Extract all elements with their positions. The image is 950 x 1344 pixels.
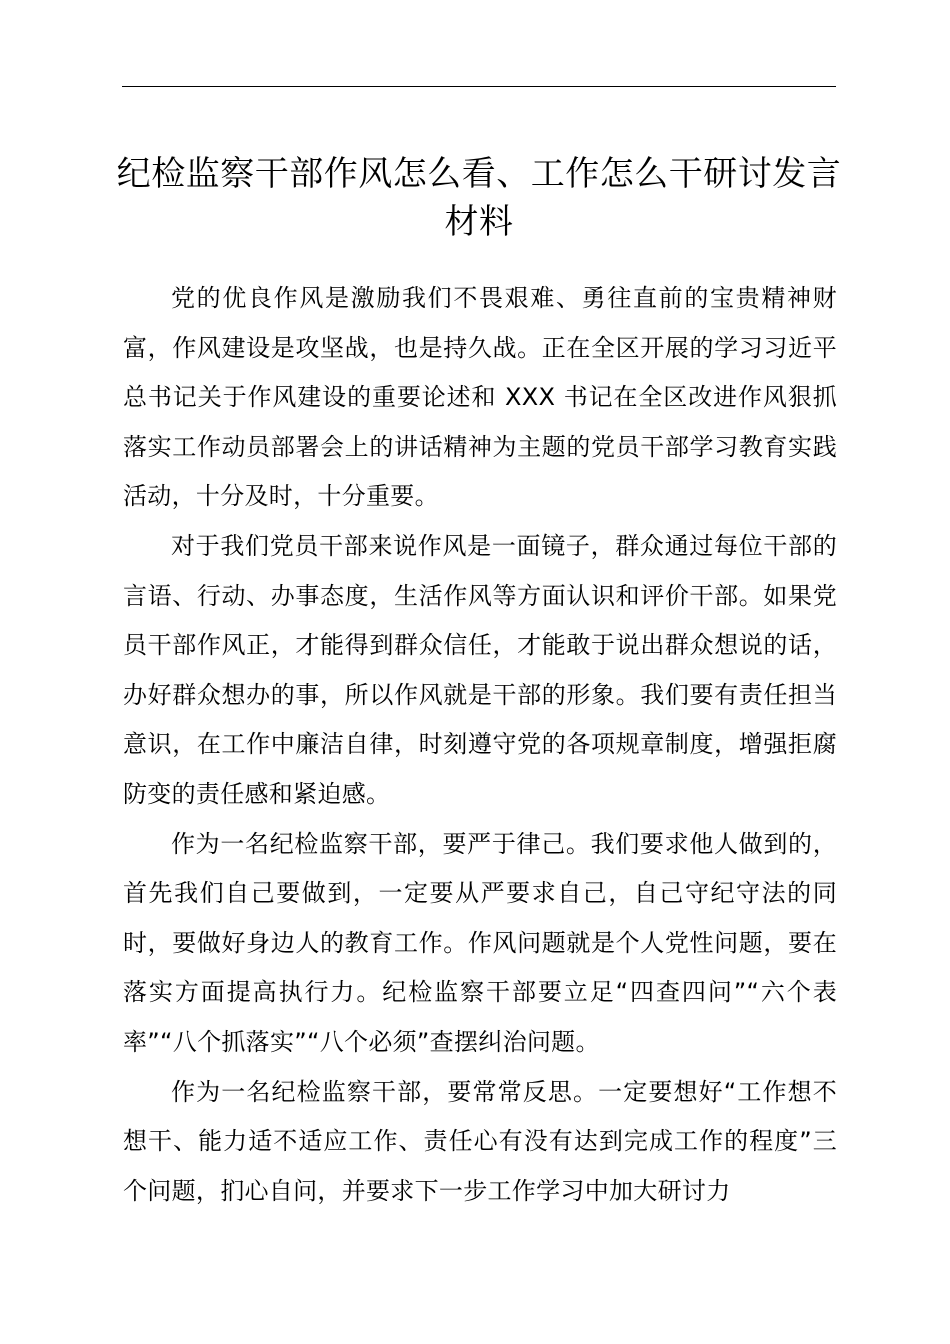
header-rule <box>122 86 836 87</box>
paragraph-3: 作为一名纪检监察干部，要严于律己。我们要求他人做到的，首先我们自己要做到，一定要从严要求自己，自己守纪守法的同时，要做好身边人的教育工作。作风问题就是个人党性问题，要在落实方面提高执行力。纪检监察干部要立足“四查四问”“六个表率”“八个抓落实”“八个必须”查摆纠治问题。 <box>123 829 837 1056</box>
paragraph-1: 党的优良作风是激励我们不畏艰难、勇往直前的宝贵精神财富，作风建设是攻坚战，也是持久战。正在全区开展的学习习近平总书记关于作风建设的重要论述和 XXX 书记在全区改进作风狠抓落实工作动员部署会上的讲话精神为主题的党员干部学习教育实践活动，十分及时，十分重要。 <box>123 284 837 511</box>
document-body <box>123 274 837 1216</box>
paragraph-4: 作为一名纪检监察干部，要常常反思。一定要想好“工作想不想干、能力适不适应工作、责任心有没有达到完成工作的程度”三个问题，扪心自问，并要求下一步工作学习中加大研讨力 <box>123 1077 838 1205</box>
document-title: 纪检监察干部作风怎么看、工作怎么干研讨发言材料 <box>116 154 842 242</box>
paragraph-2: 对于我们党员干部来说作风是一面镜子，群众通过每位干部的言语、行动、办事态度，生活作风等方面认识和评价干部。如果党员干部作风正，才能得到群众信任，才能敢于说出群众想说的话，办好群众想办的事，所以作风就是干部的形象。我们要有责任担当意识，在工作中廉洁自律，时刻遵守党的各项规章制度，增强拒腐防变的责任感和紧迫感。 <box>123 531 837 808</box>
